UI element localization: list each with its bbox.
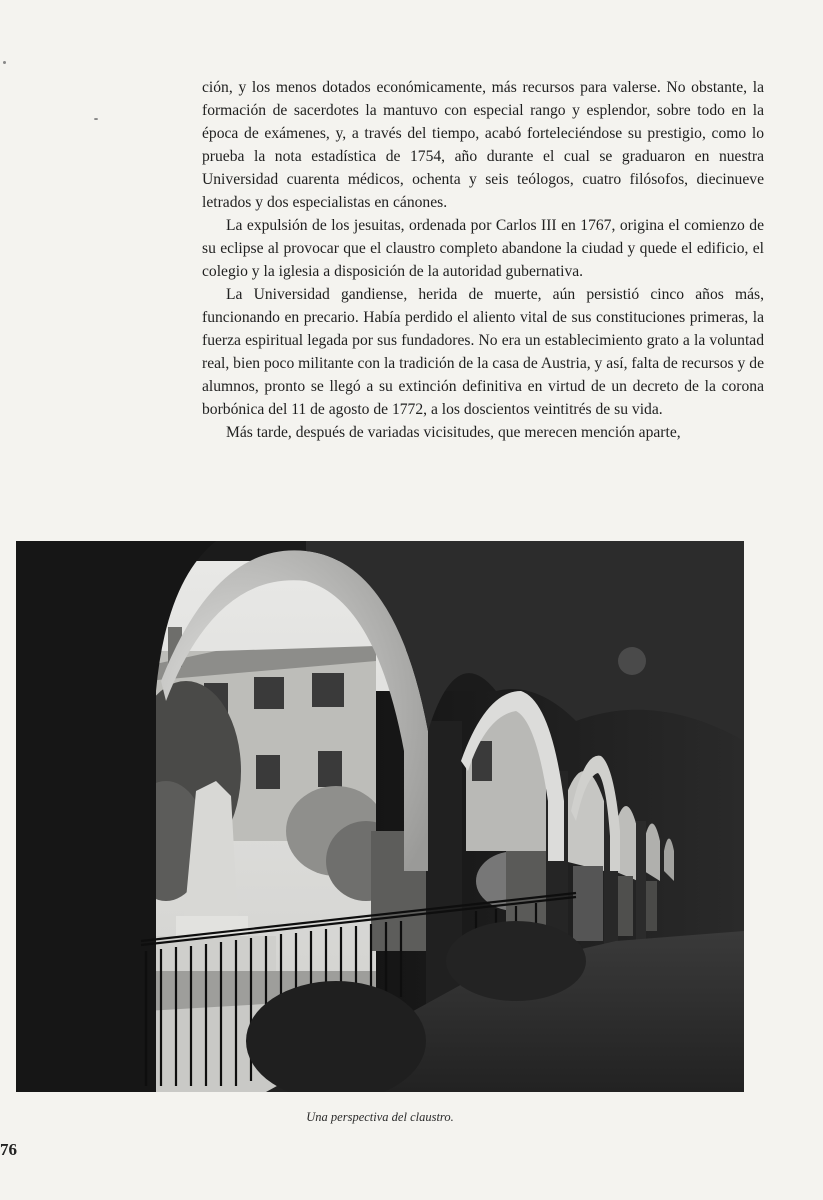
paper-speck <box>94 118 98 120</box>
figure-caption: Una perspectiva del claustro. <box>306 1110 454 1124</box>
cloister-photo-image <box>16 541 744 1092</box>
page-number: 76 <box>0 1140 17 1159</box>
paragraph-3: La Universidad gandiense, herida de muerte, aún persistió cinco años más, funcionando en precario. Había perdido el aliento vital de sus constituciones primeras, la fuerza espiritual legada por sus fundadores. No era un establecimiento grato a la voluntad real, bien poco militante con la tradición de la casa de Austria, y así, falta de recursos y de alumnos, pronto se llegó a su extinción definitiva en virtud de un decreto de la corona borbónica del 11 de agosto de 1772, a los doscientos veintitrés de su vida. <box>202 286 764 418</box>
paragraph-1: ción, y los menos dotados económicamente, más recursos para valerse. No obstante, la formación de sacerdotes la mantuvo con especial rango y esplendor, sobre todo en la época de exámenes, y, a través del tiempo, acabó forteleciéndose su prestigio, como lo prueba la nota estadística de 1754, año durante el cual se graduaron en nuestra Universidad cuarenta médicos, ochenta y seis teólogos, cuatro filósofos, diecinueve letrados y dos especialistas en cánones. <box>202 79 764 211</box>
paragraph-4: Más tarde, después de variadas vicisitudes, que merecen mención aparte, <box>226 424 681 441</box>
paragraph-2: La expulsión de los jesuitas, ordenada por Carlos III en 1767, origina el comienzo de su eclipse al provocar que el claustro completo abandone la ciudad y quede el edificio, el colegio y la iglesia a disposición de la autoridad gubernativa. <box>202 217 764 280</box>
body-text <box>202 76 764 444</box>
cloister-photograph <box>16 541 744 1092</box>
paper-speck <box>3 61 6 64</box>
